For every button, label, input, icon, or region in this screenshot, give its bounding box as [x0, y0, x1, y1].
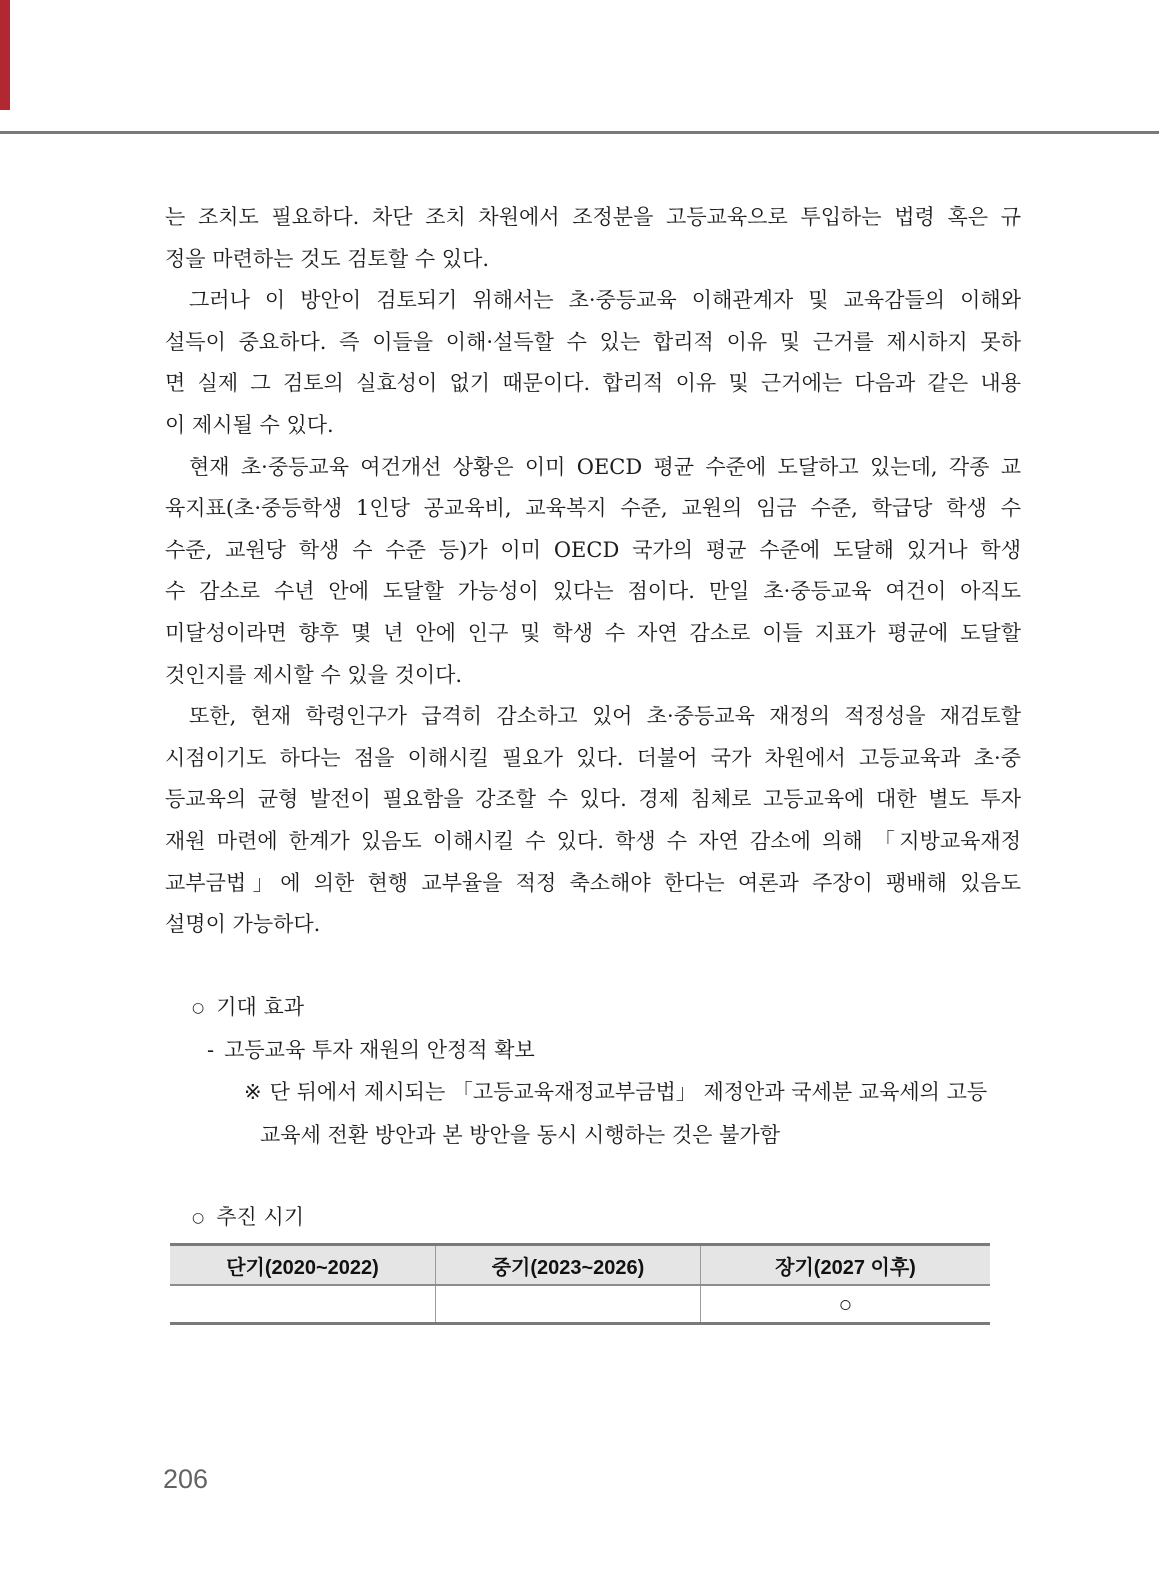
- table-cell-short-term: [170, 1286, 436, 1322]
- table-header-mid-term: 중기(2023~2026): [436, 1246, 701, 1284]
- note-text: 교육세 전환 방안과 본 방안을 동시 시행하는 것은 불가함: [260, 1122, 780, 1147]
- body-line: 면 실제 그 검토의 실효성이 없기 때문이다. 합리적 이유 및 근거에는 다음과 같은 내용: [165, 371, 1021, 396]
- table-cell-long-term: ○: [838, 1290, 853, 1317]
- effect-item: [165, 1029, 1025, 1072]
- body-line: 수준, 교원당 학생 수 수준 등)가 이미 OECD 국가의 평균 수준에 도달해 있거나 학생: [165, 537, 1021, 562]
- expected-effects-section: [165, 986, 1025, 1156]
- effect-item-text: 고등교육 투자 재원의 안정적 확보: [224, 1037, 535, 1062]
- note-line-continuation: [165, 1114, 1025, 1157]
- body-line: 는 조치도 필요하다. 차단 조치 차원에서 조정분을 고등교육으로 투입하는 법령 혹은 규: [165, 205, 1021, 229]
- body-line: 이 제시될 수 있다.: [165, 412, 334, 437]
- table-header-row: [170, 1246, 990, 1286]
- body-line: 설명이 가능하다.: [165, 912, 321, 937]
- body-text: [165, 197, 1021, 946]
- body-line: 미달성이라면 향후 몇 년 안에 인구 및 학생 수 자연 감소로 이들 지표가 평균에 도달할: [165, 620, 1021, 645]
- table-header-short-term: 단기(2020~2022): [170, 1246, 436, 1284]
- chapter-accent-bar: [0, 0, 10, 110]
- table-cell-mid-term: [436, 1286, 701, 1322]
- body-line: 것인지를 제시할 수 있을 것이다.: [165, 662, 463, 687]
- expected-effects-heading: [165, 986, 1025, 1029]
- reference-mark-icon: ※: [244, 1080, 262, 1104]
- body-line: 육지표(초·중등학생 1인당 공교육비, 교육복지 수준, 교원의 임금 수준, 학급당 학생 수: [165, 496, 1021, 521]
- table-header-long-term: 장기(2027 이후): [775, 1256, 916, 1279]
- expected-effects-label: 기대 효과: [216, 995, 305, 1019]
- dash-bullet-icon: -: [207, 1037, 215, 1062]
- circle-bullet-icon: ○: [192, 1210, 205, 1226]
- body-line: 현재 초·중등교육 여건개선 상황은 이미 OECD 평균 수준에 도달하고 있는데, 각종 교: [189, 454, 1021, 479]
- table-row: [170, 1286, 990, 1322]
- circle-bullet-icon: ○: [192, 1000, 205, 1016]
- schedule-table: [170, 1243, 990, 1325]
- note-line: [165, 1071, 1025, 1114]
- body-line: 정을 마련하는 것도 검토할 수 있다.: [165, 246, 490, 271]
- body-line: 등교육의 균형 발전이 필요함을 강조할 수 있다. 경제 침체로 고등교육에 대한 별도 투자: [165, 787, 1021, 812]
- body-line: 시점이기도 하다는 점을 이해시킬 필요가 있다. 더불어 국가 차원에서 고등교육과 초·중: [165, 745, 1021, 770]
- header-rule: [0, 131, 1159, 134]
- body-line: 교부금법」에 의한 현행 교부율을 적정 축소해야 한다는 여론과 주장이 팽배해 있음도: [165, 870, 1021, 895]
- body-line: 재원 마련에 한계가 있음도 이해시킬 수 있다. 학생 수 자연 감소에 의해 「지방교육재정: [165, 828, 1021, 853]
- body-line: 또한, 현재 학령인구가 급격히 감소하고 있어 초·중등교육 재정의 적정성을 재검토할: [189, 704, 1021, 729]
- body-line: 수 감소로 수년 안에 도달할 가능성이 있다는 점이다. 만일 초·중등교육 여건이 아직도: [165, 579, 1021, 604]
- schedule-label: 추진 시기: [216, 1205, 305, 1229]
- note-text: 단 뒤에서 제시되는 「고등교육재정교부금법」 제정안과 국세분 교육세의 고등: [269, 1080, 988, 1104]
- schedule-heading: [165, 1196, 1025, 1238]
- body-line: 그러나 이 방안이 검토되기 위해서는 초·중등교육 이해관계자 및 교육감들의 이해와: [189, 288, 1021, 313]
- body-line: 설득이 중요하다. 즉 이들을 이해·설득할 수 있는 합리적 이유 및 근거를 제시하지 못하: [165, 329, 1021, 354]
- page-number: 206: [163, 1464, 209, 1494]
